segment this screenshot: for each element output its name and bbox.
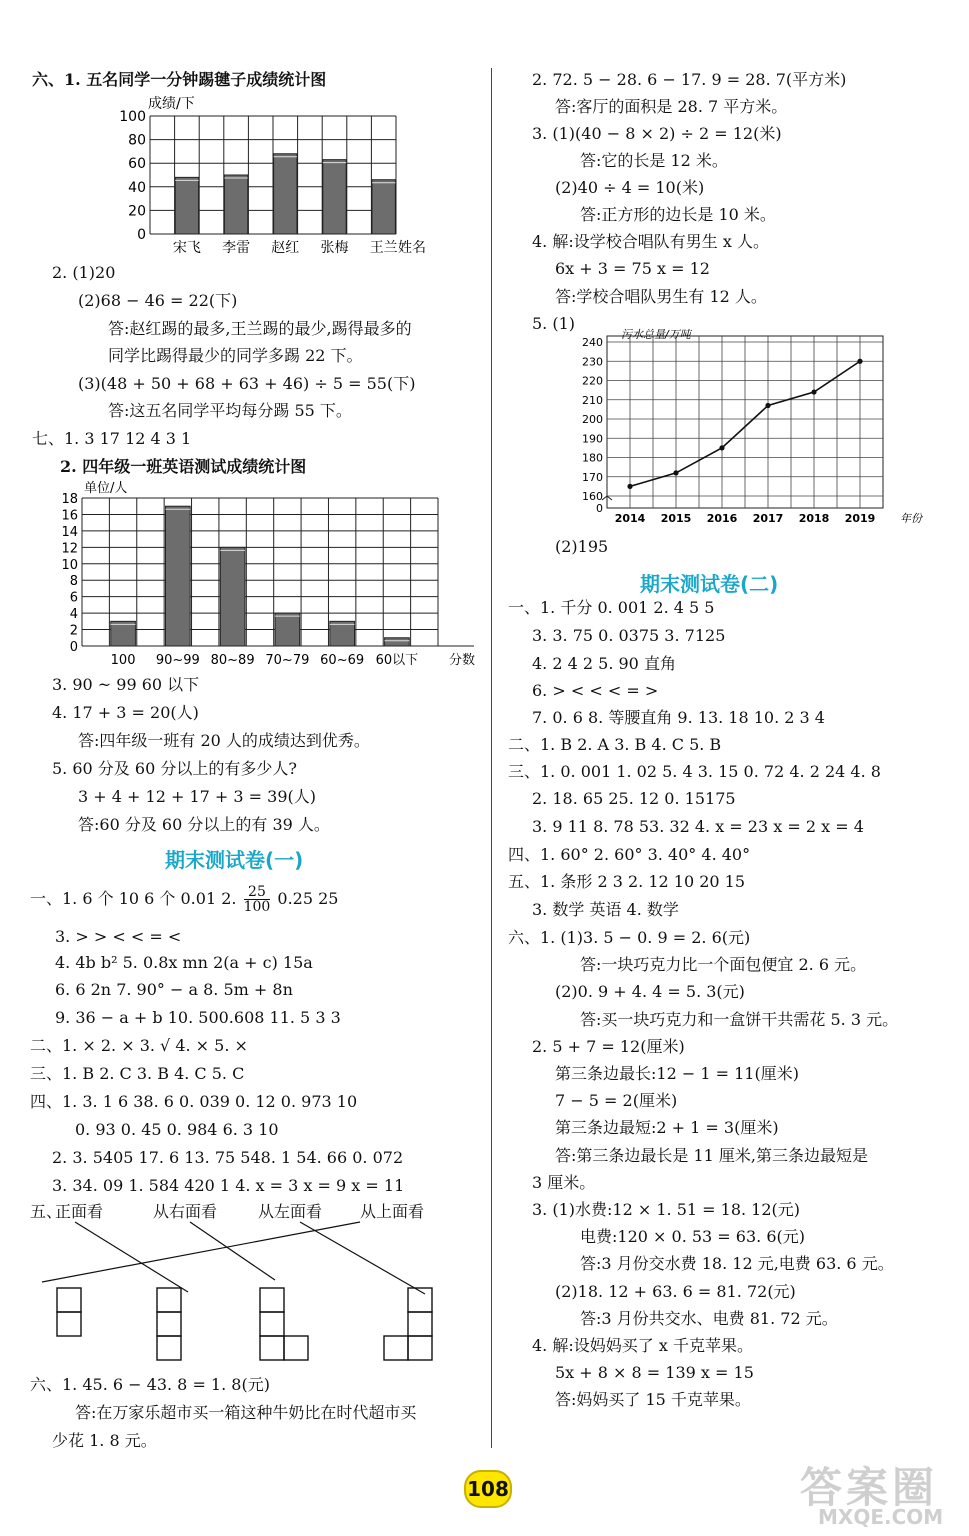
x-tick-label: 2018 — [798, 512, 830, 525]
y-tick-label: 0 — [137, 227, 146, 243]
x-tick-label: 2014 — [614, 512, 646, 525]
answer-line: 4. 解:设妈妈买了 x 千克苹果。 — [532, 1336, 753, 1355]
answer-line: 三、1. 0. 001 1. 02 5. 4 3. 15 0. 72 4. 2 24 4. 8 — [508, 762, 881, 781]
y-tick-label: 8 — [69, 574, 78, 590]
answer-line: 3. 9 11 8. 78 53. 32 4. x = 23 x = 2 x = 4 — [532, 817, 864, 836]
view-label: 从左面看 — [258, 1202, 323, 1221]
answer-line: 4. 4b b² 5. 0.8x mn 2(a + c) 15a — [55, 953, 313, 972]
answer-line: 四、1. 3. 1 6 38. 6 0. 039 0. 12 0. 973 10 — [30, 1092, 358, 1111]
answer-line: 2. 3. 5405 17. 6 13. 75 548. 1 54. 66 0. 072 — [52, 1148, 404, 1167]
answer-line: 少花 1. 8 元。 — [52, 1431, 157, 1450]
answer-line: 答:3 月份共交水、电费 81. 72 元。 — [580, 1309, 838, 1328]
x-tick-label: 2015 — [660, 512, 692, 525]
answer-line: (2)0. 9 + 4. 4 = 5. 3(元) — [555, 982, 745, 1001]
chart-sewage-line — [575, 328, 955, 528]
answer-text: 一、1. 6 个 10 6 个 0.01 2. — [30, 889, 237, 908]
y-tick-label: 180 — [582, 451, 603, 465]
section-heading-exam1: 期末测试卷(一) — [165, 848, 304, 872]
answer-line: 六、1. 45. 6 − 43. 8 = 1. 8(元) — [30, 1375, 270, 1394]
column-divider — [491, 68, 492, 1448]
answer-line: 0. 93 0. 45 0. 984 6. 3 10 — [75, 1120, 279, 1139]
y-tick-label: 12 — [61, 541, 78, 557]
answer-text: 0.25 25 — [277, 889, 339, 908]
answer-line: 电费:120 × 0. 53 = 63. 6(元) — [580, 1227, 805, 1246]
answer-line: 2. 72. 5 − 28. 6 − 17. 9 = 28. 7(平方米) — [532, 70, 847, 89]
y-axis-title: 单位/人 — [84, 481, 128, 496]
data-point — [765, 403, 770, 408]
x-tick-label: 2017 — [752, 512, 784, 525]
x-category-label: 60~69 — [320, 653, 365, 668]
answer-line: 5x + 8 × 8 = 139 x = 15 — [555, 1363, 754, 1382]
answer-line: 3. (1)水费:12 × 1. 51 = 18. 12(元) — [532, 1200, 801, 1219]
answer-line: (3)(48 + 50 + 68 + 63 + 46) ÷ 5 = 55(下) — [78, 374, 416, 393]
bar — [372, 180, 395, 234]
answer-line: 答:一块巧克力比一个面包便宜 2. 6 元。 — [580, 955, 867, 974]
y-tick-label: 16 — [61, 508, 78, 524]
y-tick-label: 170 — [582, 470, 603, 484]
answer-line: 一、1. 千分 0. 001 2. 4 5 5 — [508, 598, 715, 617]
y-tick-label: 0 — [69, 640, 78, 655]
answer-line: 第三条边最长:12 − 1 = 11(厘米) — [555, 1064, 799, 1083]
x-category-label: 张梅 — [320, 240, 349, 256]
match-line — [300, 1222, 425, 1294]
y-tick-label: 220 — [582, 374, 603, 388]
answer-line: 二、1. B 2. A 3. B 4. C 5. B — [508, 735, 722, 754]
watermark-logo — [790, 1455, 965, 1533]
match-line — [190, 1222, 275, 1280]
answer-line: 9. 36 − a + b 10. 500.608 11. 5 3 3 — [55, 1008, 341, 1027]
bar — [224, 175, 247, 234]
bar — [330, 621, 355, 646]
bar — [220, 547, 245, 646]
fraction-denominator: 100 — [243, 899, 271, 915]
x-axis-title: 姓名 — [398, 240, 426, 256]
x-category-label: 70~79 — [265, 653, 310, 668]
y-tick-label: 18 — [61, 492, 78, 507]
view-label: 从上面看 — [360, 1202, 425, 1221]
y-axis-title: 污水总量/万吨 — [621, 328, 691, 341]
y-tick-label: 190 — [582, 432, 603, 446]
x-category-label: 宋飞 — [172, 240, 201, 256]
fraction-numerator: 25 — [244, 885, 271, 900]
answer-line: 6. > < < < = > — [532, 681, 659, 700]
answer-line: 二、1. × 2. × 3. √ 4. × 5. × — [30, 1036, 248, 1055]
x-category-label: 李雷 — [222, 240, 251, 256]
answer-line: 7 − 5 = 2(厘米) — [555, 1091, 678, 1110]
answer-line: 六、1. (1)3. 5 − 0. 9 = 2. 6(元) — [508, 928, 751, 947]
bar — [275, 613, 300, 646]
answer-line: 4. 解:设学校合唱队有男生 x 人。 — [532, 232, 769, 251]
y-tick-label: 60 — [128, 156, 146, 173]
answer-line: 同学比踢得最少的同学多踢 22 下。 — [108, 346, 363, 365]
y-tick-label: 200 — [582, 413, 603, 426]
x-axis-title: 分数 — [448, 653, 476, 668]
x-category-label: 赵红 — [271, 240, 300, 256]
section-heading-exam2: 期末测试卷(二) — [640, 572, 779, 596]
answer-line: 2. (1)20 — [52, 263, 116, 282]
answer-line: 四、1. 60° 2. 60° 3. 40° 4. 40° — [508, 845, 751, 864]
data-point — [857, 359, 862, 364]
answer-line: 答:它的长是 12 米。 — [580, 151, 728, 170]
answer-line: 答:正方形的边长是 10 米。 — [580, 205, 776, 224]
x-category-label: 100 — [110, 653, 136, 668]
answer-line: 答:这五名同学平均每分踢 55 下。 — [108, 401, 352, 420]
x-category-label: 王兰 — [369, 240, 398, 256]
answer-line: (2)18. 12 + 63. 6 = 81. 72(元) — [555, 1282, 796, 1301]
match-line — [75, 1222, 188, 1292]
answer-line: 6. 6 2n 7. 90° − a 8. 5m + 8n — [55, 980, 293, 999]
data-point — [719, 445, 724, 450]
answer-line: 答:3 月份交水费 18. 12 元,电费 63. 6 元。 — [580, 1254, 894, 1273]
y-axis-title: 成绩/下 — [148, 96, 195, 112]
answer-line: 6x + 3 = 75 x = 12 — [555, 259, 710, 278]
answer-line — [30, 885, 338, 914]
watermark-text: 答案圈 — [800, 1463, 939, 1512]
x-category-label: 80~89 — [210, 653, 255, 668]
answer-line: 答:买一块巧克力和一盒饼干共需花 5. 3 元。 — [580, 1010, 899, 1029]
answer-line: 4. 17 + 3 = 20(人) — [52, 703, 199, 722]
answer-line: 3. 90 ~ 99 60 以下 — [52, 675, 200, 694]
answer-line: 3. 3. 75 0. 0375 3. 7125 — [532, 626, 726, 645]
y-tick-label: 80 — [128, 132, 146, 149]
chart-kick-scores — [112, 90, 426, 280]
x-tick-label: 2016 — [706, 512, 738, 525]
answer-line: 第三条边最短:2 + 1 = 3(厘米) — [555, 1118, 779, 1137]
y-tick-label: 210 — [582, 393, 603, 407]
y-tick-label: 100 — [119, 109, 146, 125]
view-shape-d — [384, 1288, 432, 1360]
y-tick-label: 6 — [69, 590, 78, 606]
answer-line: 答:在万家乐超市买一箱这种牛奶比在时代超市买 — [75, 1403, 417, 1422]
bar — [111, 621, 136, 646]
answer-line: 答:60 分及 60 分以上的有 39 人。 — [78, 815, 330, 834]
data-point — [673, 470, 678, 475]
answer-line: 七、1. 3 17 12 4 3 1 — [32, 429, 192, 448]
y-tick-label: 230 — [582, 355, 603, 369]
y-tick-label: 2 — [69, 623, 78, 639]
answer-line: 答:客厅的面积是 28. 7 平方米。 — [555, 97, 788, 116]
y-tick-label: 0 — [596, 502, 603, 515]
view-matching-diagram — [30, 1220, 490, 1370]
data-point — [811, 389, 816, 394]
answer-line: (2)68 − 46 = 22(下) — [78, 291, 238, 310]
answer-line: 3. > > < < = < — [55, 927, 182, 946]
chart2-title: 2. 四年级一班英语测试成绩统计图 — [60, 457, 307, 476]
answer-line: 3. 34. 09 1. 584 420 1 4. x = 3 x = 9 x = 11 — [52, 1176, 405, 1195]
answer-line: (2)195 — [555, 537, 609, 556]
answer-line: 3 + 4 + 12 + 17 + 3 = 39(人) — [78, 787, 316, 806]
answer-line: 三、1. B 2. C 3. B 4. C 5. C — [30, 1064, 245, 1083]
y-tick-label: 4 — [69, 607, 78, 623]
answer-line: 五、 — [30, 1202, 63, 1221]
answer-line: 五、1. 条形 2 3 2. 12 10 20 15 — [508, 872, 746, 891]
answer-line: 答:四年级一班有 20 人的成绩达到优秀。 — [78, 731, 370, 750]
answer-line: 7. 0. 6 8. 等腰直角 9. 13. 18 10. 2 3 4 — [532, 708, 825, 727]
y-tick-label: 40 — [128, 179, 146, 196]
answer-line: 5. 60 分及 60 分以上的有多少人? — [52, 759, 297, 778]
view-label: 从右面看 — [153, 1202, 218, 1221]
answer-line: 3. (1)(40 − 8 × 2) ÷ 2 = 12(米) — [532, 124, 782, 143]
view-shape-c — [260, 1288, 308, 1360]
answer-line: 答:妈妈买了 15 千克苹果。 — [555, 1390, 751, 1409]
x-category-label: 60以下 — [375, 653, 419, 668]
x-axis-title: 年份 — [900, 512, 922, 525]
data-point — [627, 484, 632, 489]
answer-line: 4. 2 4 2 5. 90 直角 — [532, 654, 676, 673]
view-label: 正面看 — [55, 1202, 104, 1221]
answer-line: 2. 5 + 7 = 12(厘米) — [532, 1037, 685, 1056]
answer-line: 答:赵红踢的最多,王兰踢的最少,踢得最多的 — [108, 319, 412, 338]
bar — [385, 638, 410, 646]
answer-line: 5. (1) — [532, 314, 576, 333]
chart1-title: 六、1. 五名同学一分钟踢毽子成绩统计图 — [32, 70, 327, 89]
answer-line: 3. 数学 英语 4. 数学 — [532, 900, 679, 919]
bar — [166, 506, 191, 646]
chart-english-scores — [52, 478, 492, 673]
y-tick-label: 14 — [61, 524, 78, 540]
bar — [274, 154, 297, 234]
fraction — [244, 885, 271, 914]
answer-line: 3 厘米。 — [532, 1173, 596, 1192]
x-category-label: 90~99 — [155, 653, 200, 668]
answer-line: 2. 18. 65 25. 12 0. 15175 — [532, 789, 736, 808]
y-tick-label: 20 — [128, 203, 146, 220]
y-tick-label: 10 — [61, 557, 78, 573]
view-shape-a — [57, 1288, 81, 1336]
y-tick-label: 160 — [582, 490, 603, 503]
answer-line: 答:第三条边最长是 11 厘米,第三条边最短是 — [555, 1146, 869, 1165]
x-tick-label: 2019 — [844, 512, 876, 525]
answer-line: 答:学校合唱队男生有 12 人。 — [555, 287, 767, 306]
y-tick-label: 240 — [582, 336, 603, 349]
answer-line: (2)40 ÷ 4 = 10(米) — [555, 178, 705, 197]
view-shape-b — [157, 1288, 181, 1360]
page-number: 108 — [464, 1470, 512, 1508]
bar — [175, 177, 198, 234]
bar — [323, 160, 346, 234]
watermark-url: MXQE.COM — [818, 1505, 944, 1529]
